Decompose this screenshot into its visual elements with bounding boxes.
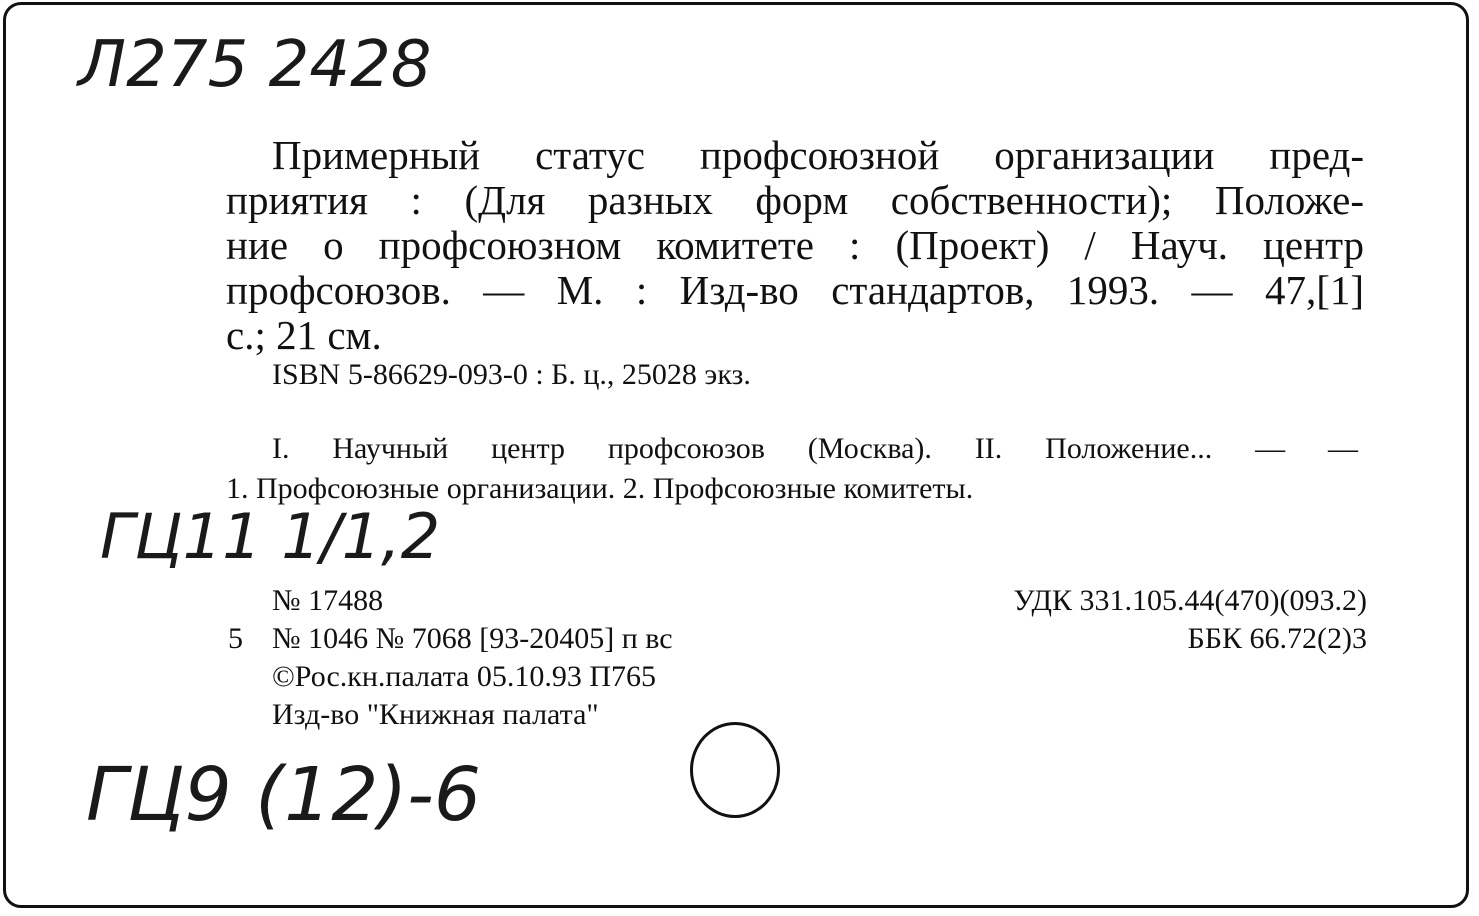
- copyright-line: ©Рос.кн.палата 05.10.93 П765: [272, 660, 657, 693]
- tracing-line-2: 1. Профсоюзные организации. 2. Профсоюзные комитеты.: [226, 472, 974, 505]
- udk-code: УДК 331.105.44(470)(093.2): [1013, 584, 1367, 617]
- bbk-code: ББК 66.72(2)3: [1187, 622, 1367, 655]
- title-line-1: Примерный статус профсоюзной организации пред-: [272, 132, 1364, 178]
- print-number: 5: [228, 622, 243, 655]
- card-number: № 17488: [272, 584, 384, 617]
- tracing-line-1: I. Научный центр профсоюзов (Москва). II. Положение... — —: [272, 432, 1358, 465]
- handwritten-shelfmark-bottom: ГЦ9 (12)-6: [86, 752, 481, 838]
- title-line-4: профсоюзов. — М. : Изд-во стандартов, 1993. — 47,[1]: [226, 267, 1364, 313]
- title-line-3: ние о профсоюзном комитете : (Проект) / Науч. центр: [226, 222, 1364, 268]
- publisher-line: Изд-во "Книжная палата": [272, 698, 599, 731]
- circle-mark: [690, 722, 780, 818]
- order-line: № 1046 № 7068 [93-20405] п вс: [272, 622, 673, 655]
- isbn-line: ISBN 5-86629-093-0 : Б. ц., 25028 экз.: [272, 358, 751, 391]
- title-line-5: с.; 21 см.: [226, 312, 382, 358]
- handwritten-shelfmark-mid: ГЦ11 1/1,2: [100, 500, 441, 573]
- handwritten-shelfmark-top: Л275 2428: [78, 28, 432, 102]
- title-line-2: приятия : (Для разных форм собственности); Положе-: [226, 177, 1364, 223]
